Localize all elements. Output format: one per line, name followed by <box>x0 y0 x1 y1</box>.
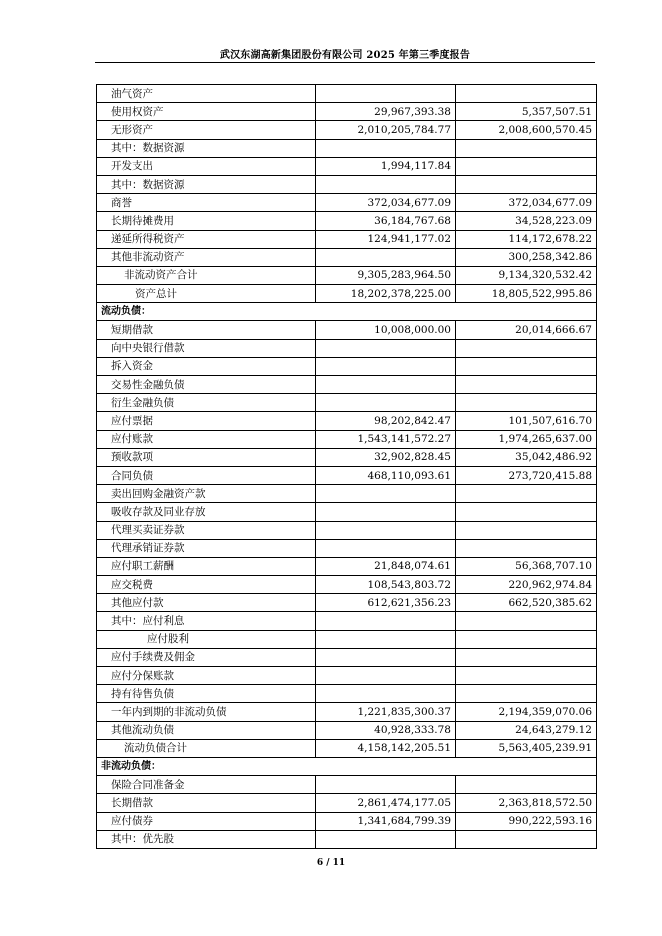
row-label: 合同负债 <box>97 466 316 484</box>
table-row <box>97 248 597 266</box>
prior-period-value <box>456 85 597 103</box>
current-period-value: 1,221,835,300.37 <box>316 703 456 721</box>
current-period-value <box>316 394 456 412</box>
row-label: 卖出回购金融资产款 <box>97 485 316 503</box>
current-period-value <box>316 175 456 193</box>
row-label: 应付票据 <box>97 412 316 430</box>
row-label: 向中央银行借款 <box>97 339 316 357</box>
row-label: 其他应付款 <box>97 594 316 612</box>
balance-sheet-body <box>97 85 597 849</box>
prior-period-value: 56,368,707.10 <box>456 557 597 575</box>
current-period-value <box>316 648 456 666</box>
table-row <box>97 557 597 575</box>
prior-period-value <box>456 830 597 848</box>
current-period-value <box>316 521 456 539</box>
prior-period-value: 300,258,342.86 <box>456 248 597 266</box>
current-period-value: 40,928,333.78 <box>316 721 456 739</box>
table-row <box>97 521 597 539</box>
table-row <box>97 412 597 430</box>
row-label: 递延所得税资产 <box>97 230 316 248</box>
table-row <box>97 430 597 448</box>
table-row <box>97 175 597 193</box>
row-label: 其他非流动资产 <box>97 248 316 266</box>
row-label: 代理买卖证券款 <box>97 521 316 539</box>
prior-period-value: 9,134,320,532.42 <box>456 266 597 284</box>
prior-period-value: 2,008,600,570.45 <box>456 121 597 139</box>
prior-period-value: 2,363,818,572.50 <box>456 794 597 812</box>
current-period-value: 10,008,000.00 <box>316 321 456 339</box>
prior-period-value: 1,974,265,637.00 <box>456 430 597 448</box>
current-period-value <box>316 248 456 266</box>
table-row <box>97 285 597 303</box>
prior-period-value <box>456 339 597 357</box>
table-row <box>97 394 597 412</box>
table-row <box>97 230 597 248</box>
table-row <box>97 685 597 703</box>
row-label: 代理承销证券款 <box>97 539 316 557</box>
table-row <box>97 667 597 685</box>
current-period-value <box>316 539 456 557</box>
prior-period-value: 2,194,359,070.06 <box>456 703 597 721</box>
table-row <box>97 485 597 503</box>
current-period-value <box>316 776 456 794</box>
current-period-value <box>316 376 456 394</box>
current-period-value: 2,010,205,784.77 <box>316 121 456 139</box>
current-period-value <box>316 485 456 503</box>
prior-period-value: 5,357,507.51 <box>456 103 597 121</box>
table-row <box>97 630 597 648</box>
balance-sheet-table <box>96 84 597 849</box>
current-period-value <box>316 357 456 375</box>
table-row <box>97 594 597 612</box>
section-title: 非流动负债： <box>97 757 597 775</box>
table-row <box>97 85 597 103</box>
current-period-value: 29,967,393.38 <box>316 103 456 121</box>
current-period-value: 612,621,356.23 <box>316 594 456 612</box>
current-period-value <box>316 339 456 357</box>
table-row <box>97 830 597 848</box>
current-period-value: 18,202,378,225.00 <box>316 285 456 303</box>
current-period-value: 468,110,093.61 <box>316 466 456 484</box>
row-label: 应付债券 <box>97 812 316 830</box>
prior-period-value <box>456 357 597 375</box>
prior-period-value: 20,014,666.67 <box>456 321 597 339</box>
row-label: 一年内到期的非流动负债 <box>97 703 316 721</box>
prior-period-value <box>456 685 597 703</box>
row-label: 长期借款 <box>97 794 316 812</box>
row-label: 应付手续费及佣金 <box>97 648 316 666</box>
current-period-value: 4,158,142,205.51 <box>316 739 456 757</box>
row-label: 其中：数据资源 <box>97 139 316 157</box>
header-divider <box>95 62 595 63</box>
row-label: 油气资产 <box>97 85 316 103</box>
row-label: 持有待售负债 <box>97 685 316 703</box>
table-row <box>97 357 597 375</box>
table-row <box>97 376 597 394</box>
table-row <box>97 103 597 121</box>
table-row <box>97 539 597 557</box>
prior-period-value <box>456 394 597 412</box>
row-label: 应付分保账款 <box>97 667 316 685</box>
prior-period-value: 24,643,279.12 <box>456 721 597 739</box>
row-label: 预收款项 <box>97 448 316 466</box>
current-period-value <box>316 139 456 157</box>
row-label: 应付股利 <box>97 630 316 648</box>
row-label: 非流动资产合计 <box>97 266 316 284</box>
current-period-value: 372,034,677.09 <box>316 194 456 212</box>
prior-period-value: 273,720,415.88 <box>456 466 597 484</box>
table-row <box>97 612 597 630</box>
prior-period-value: 990,222,593.16 <box>456 812 597 830</box>
current-period-value <box>316 612 456 630</box>
table-row <box>97 321 597 339</box>
row-label: 保险合同准备金 <box>97 776 316 794</box>
prior-period-value: 114,172,678.22 <box>456 230 597 248</box>
row-label: 资产总计 <box>97 285 316 303</box>
current-period-value: 124,941,177.02 <box>316 230 456 248</box>
prior-period-value <box>456 376 597 394</box>
current-period-value: 32,902,828.45 <box>316 448 456 466</box>
row-label: 使用权资产 <box>97 103 316 121</box>
row-label: 交易性金融负债 <box>97 376 316 394</box>
table-row <box>97 739 597 757</box>
prior-period-value <box>456 776 597 794</box>
table-row <box>97 139 597 157</box>
prior-period-value <box>456 648 597 666</box>
row-label: 流动负债合计 <box>97 739 316 757</box>
row-label: 其中：数据资源 <box>97 175 316 193</box>
prior-period-value: 35,042,486.92 <box>456 448 597 466</box>
prior-period-value <box>456 485 597 503</box>
prior-period-value: 101,507,616.70 <box>456 412 597 430</box>
table-row <box>97 448 597 466</box>
prior-period-value: 372,034,677.09 <box>456 194 597 212</box>
current-period-value <box>316 667 456 685</box>
current-period-value: 98,202,842.47 <box>316 412 456 430</box>
table-row <box>97 576 597 594</box>
section-header-row <box>97 303 597 321</box>
row-label: 衍生金融负债 <box>97 394 316 412</box>
prior-period-value <box>456 157 597 175</box>
prior-period-value <box>456 503 597 521</box>
table-row <box>97 466 597 484</box>
prior-period-value <box>456 630 597 648</box>
current-period-value: 108,543,803.72 <box>316 576 456 594</box>
prior-period-value <box>456 175 597 193</box>
prior-period-value: 220,962,974.84 <box>456 576 597 594</box>
row-label: 吸收存款及同业存放 <box>97 503 316 521</box>
current-period-value <box>316 503 456 521</box>
table-row <box>97 339 597 357</box>
table-row <box>97 157 597 175</box>
row-label: 其他流动负债 <box>97 721 316 739</box>
current-period-value: 1,994,117.84 <box>316 157 456 175</box>
report-header-title: 武汉东湖高新集团股份有限公司 2025 年第三季度报告 <box>219 50 471 61</box>
table-row <box>97 721 597 739</box>
current-period-value: 2,861,474,177.05 <box>316 794 456 812</box>
prior-period-value: 34,528,223.09 <box>456 212 597 230</box>
table-row <box>97 794 597 812</box>
row-label: 商誉 <box>97 194 316 212</box>
row-label: 应交税费 <box>97 576 316 594</box>
current-period-value: 1,341,684,799.39 <box>316 812 456 830</box>
row-label: 无形资产 <box>97 121 316 139</box>
row-label: 应付职工薪酬 <box>97 557 316 575</box>
table-row <box>97 648 597 666</box>
table-row <box>97 212 597 230</box>
prior-period-value <box>456 139 597 157</box>
row-label: 其中：应付利息 <box>97 612 316 630</box>
row-label: 拆入资金 <box>97 357 316 375</box>
section-header-row <box>97 757 597 775</box>
prior-period-value: 662,520,385.62 <box>456 594 597 612</box>
table-row <box>97 812 597 830</box>
page-number: 6 / 11 <box>316 858 346 868</box>
table-row <box>97 266 597 284</box>
table-row <box>97 121 597 139</box>
current-period-value: 21,848,074.61 <box>316 557 456 575</box>
current-period-value <box>316 685 456 703</box>
prior-period-value: 5,563,405,239.91 <box>456 739 597 757</box>
current-period-value: 1,543,141,572.27 <box>316 430 456 448</box>
prior-period-value <box>456 539 597 557</box>
current-period-value <box>316 85 456 103</box>
table-row <box>97 503 597 521</box>
table-row <box>97 194 597 212</box>
section-title: 流动负债： <box>97 303 597 321</box>
prior-period-value <box>456 612 597 630</box>
table-row <box>97 776 597 794</box>
row-label: 其中：优先股 <box>97 830 316 848</box>
prior-period-value <box>456 667 597 685</box>
current-period-value: 36,184,767.68 <box>316 212 456 230</box>
current-period-value <box>316 830 456 848</box>
prior-period-value: 18,805,522,995.86 <box>456 285 597 303</box>
current-period-value: 9,305,283,964.50 <box>316 266 456 284</box>
row-label: 长期待摊费用 <box>97 212 316 230</box>
prior-period-value <box>456 521 597 539</box>
table-row <box>97 703 597 721</box>
current-period-value <box>316 630 456 648</box>
row-label: 应付账款 <box>97 430 316 448</box>
row-label: 短期借款 <box>97 321 316 339</box>
row-label: 开发支出 <box>97 157 316 175</box>
